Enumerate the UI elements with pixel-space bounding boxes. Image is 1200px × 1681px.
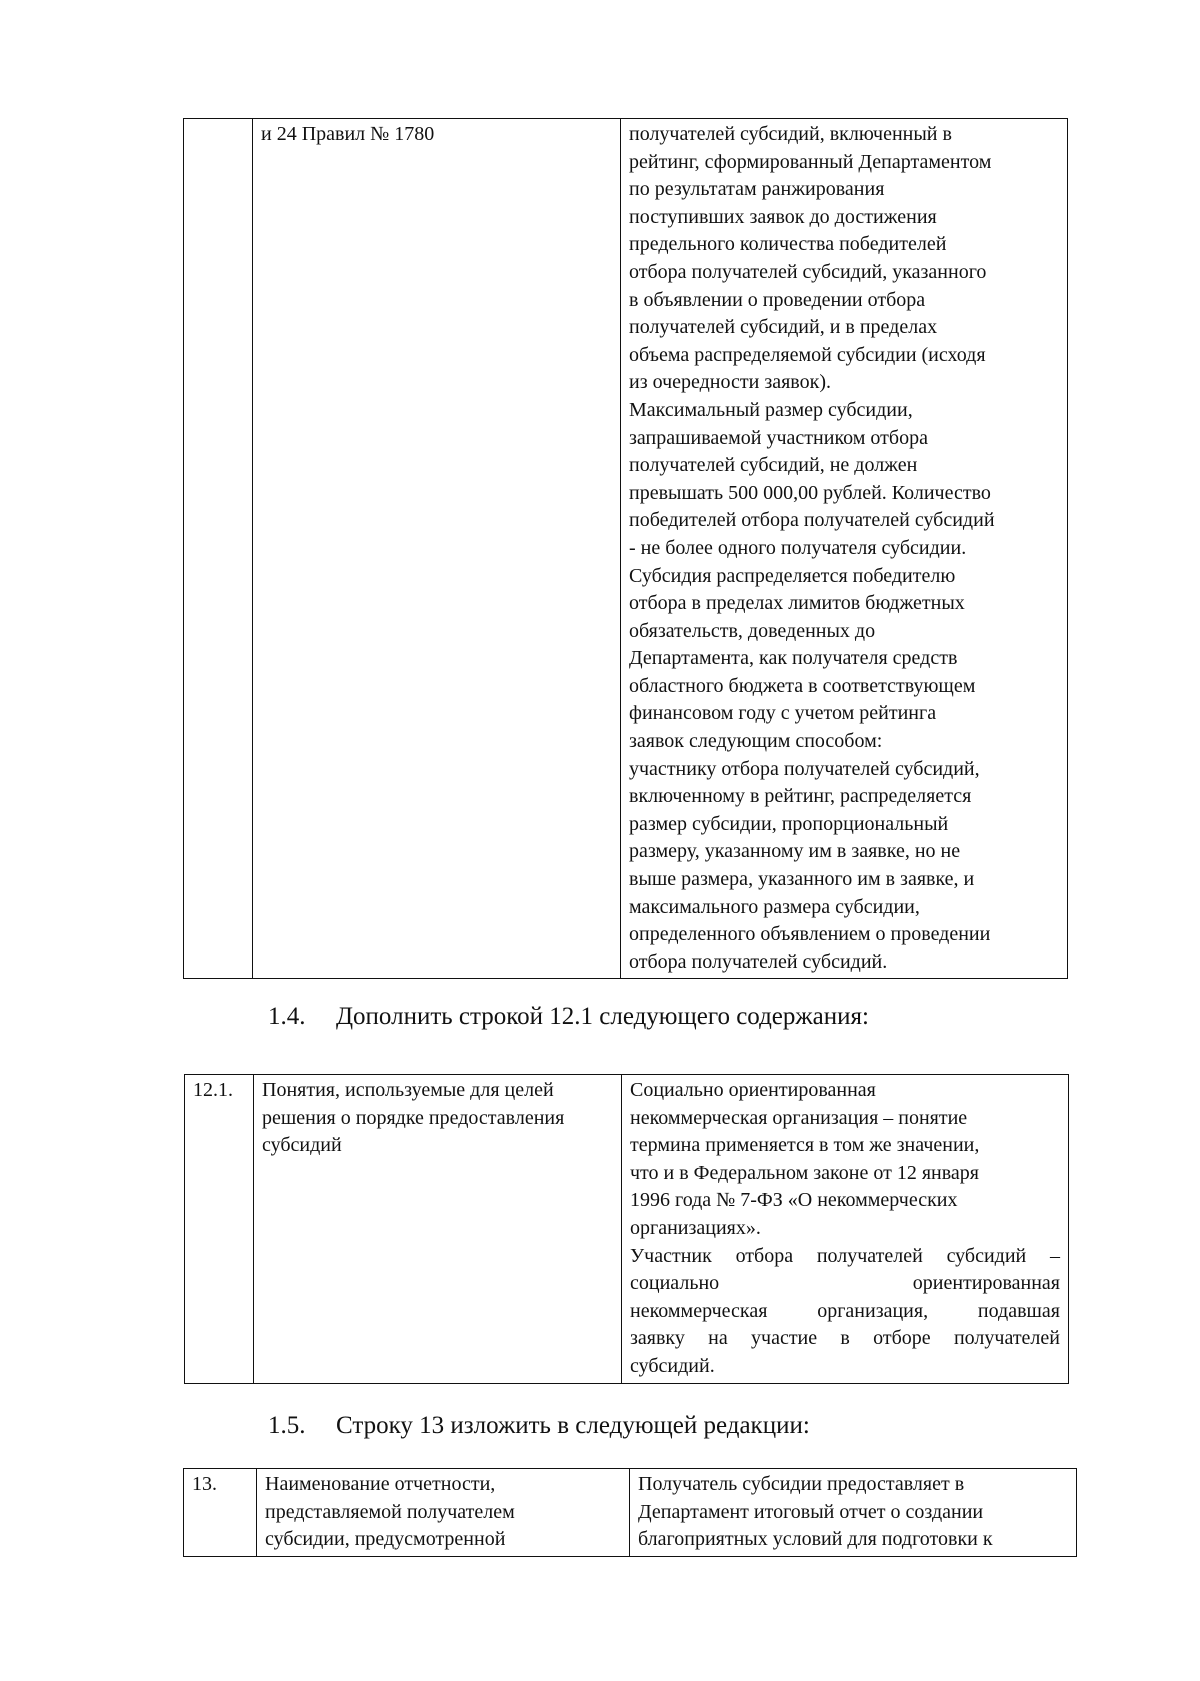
- text-line: Максимальный размер субсидии,: [629, 398, 913, 421]
- text-line: размеру, указанному им в заявке, но не: [629, 840, 961, 863]
- row-number-cell: [184, 119, 253, 979]
- text-line: из очередности заявок).: [629, 371, 831, 394]
- text-line: включенному в рейтинг, распределяется: [629, 785, 972, 808]
- text-line: социально ориентированная: [630, 1272, 1060, 1295]
- text-line: Департамента, как получателя средств: [629, 647, 958, 670]
- text-line: Получатель субсидии предоставляет в: [638, 1473, 965, 1495]
- text-line: благоприятных условий для подготовки к: [638, 1528, 993, 1551]
- heading-text: Строку 13 изложить в следующей редакции:: [336, 1412, 810, 1439]
- text-line: поступивших заявок до достижения: [629, 205, 937, 228]
- text-line: участнику отбора получателей субсидий,: [629, 757, 980, 780]
- text-line: максимального размера субсидии,: [629, 895, 920, 918]
- row-number-cell: 13.: [184, 1469, 257, 1557]
- text-line: Социально ориентированная: [630, 1079, 876, 1101]
- text-line: и 24 Правил № 1780: [261, 123, 435, 145]
- text-line: определенного объявлением о проведении: [629, 923, 991, 946]
- text-line: некоммерческая организация – понятие: [630, 1106, 968, 1129]
- text-line: термина применяется в том же значении,: [630, 1134, 980, 1157]
- criteria-cell: [253, 119, 621, 979]
- text-line: получателей субсидий, и в пределах: [629, 316, 938, 339]
- row-number-cell: 12.1.: [185, 1075, 254, 1384]
- report-content-cell: [630, 1469, 1077, 1557]
- text-line: субсидии, предусмотренной: [265, 1528, 506, 1551]
- heading-number: 1.4.: [268, 1003, 306, 1030]
- content-cell: [621, 119, 1068, 979]
- heading-number: 1.5.: [268, 1412, 306, 1439]
- text-line: субсидий: [262, 1134, 342, 1157]
- text-line: отбора в пределах лимитов бюджетных: [629, 592, 965, 615]
- term-cell: [254, 1075, 622, 1384]
- text-line: Наименование отчетности,: [265, 1473, 496, 1495]
- text-line: отбора получателей субсидий.: [629, 950, 888, 973]
- text-line: областного бюджета в соответствующем: [629, 674, 976, 697]
- text-line: решения о порядке предоставления: [262, 1106, 565, 1129]
- text-line: превышать 500 000,00 рублей. Количество: [629, 481, 991, 504]
- text-line: - не более одного получателя субсидии.: [629, 536, 967, 559]
- text-line: заявку на участие в отборе получателей: [630, 1327, 1060, 1350]
- table-row-12-1: [184, 1074, 1069, 1384]
- table-row: [184, 1469, 1077, 1557]
- text-line: заявок следующим способом:: [629, 730, 883, 753]
- text-line: запрашиваемой участником отбора: [629, 426, 928, 449]
- text-line: отбора получателей субсидий, указанного: [629, 260, 987, 283]
- text-line: финансовом году с учетом рейтинга: [629, 702, 937, 725]
- text-line: Участник отбора получателей субсидий –: [630, 1244, 1060, 1267]
- text-line: некоммерческая организация, подавшая: [630, 1299, 1060, 1322]
- text-line: выше размера, указанного им в заявке, и: [629, 868, 975, 891]
- text-line: Департамент итоговый отчет о создании: [638, 1500, 984, 1523]
- text-line: обязательств, доведенных до: [629, 619, 876, 642]
- text-line: что и в Федеральном законе от 12 января: [630, 1161, 979, 1184]
- section-heading-1-4: [268, 1003, 869, 1031]
- table-continuation: [183, 118, 1068, 979]
- report-name-cell: [257, 1469, 630, 1557]
- table-row: [185, 1075, 1069, 1384]
- text-line: рейтинг, сформированный Департаментом: [629, 150, 992, 173]
- section-heading-1-5: [268, 1412, 810, 1440]
- table-row: [184, 119, 1068, 979]
- text-line: Понятия, используемые для целей: [262, 1079, 554, 1101]
- table-row-13: [183, 1468, 1077, 1557]
- text-line: представляемой получателем: [265, 1500, 515, 1523]
- text-line: размер субсидии, пропорциональный: [629, 812, 949, 835]
- definition-cell: [622, 1075, 1069, 1384]
- text-line: получателей субсидий, включенный в: [629, 123, 952, 145]
- text-line: 1996 года № 7-ФЗ «О некоммерческих: [630, 1189, 958, 1212]
- text-line: предельного количества победителей: [629, 233, 947, 256]
- text-line: в объявлении о проведении отбора: [629, 288, 926, 311]
- text-line: по результатам ранжирования: [629, 178, 885, 201]
- text-line: субсидий.: [630, 1354, 715, 1377]
- text-line: объема распределяемой субсидии (исходя: [629, 343, 986, 366]
- text-line: организациях».: [630, 1216, 761, 1239]
- text-line: Субсидия распределяется победителю: [629, 564, 956, 587]
- text-line: получателей субсидий, не должен: [629, 454, 918, 477]
- heading-text: Дополнить строкой 12.1 следующего содержания:: [336, 1003, 869, 1030]
- text-line: победителей отбора получателей субсидий: [629, 509, 995, 532]
